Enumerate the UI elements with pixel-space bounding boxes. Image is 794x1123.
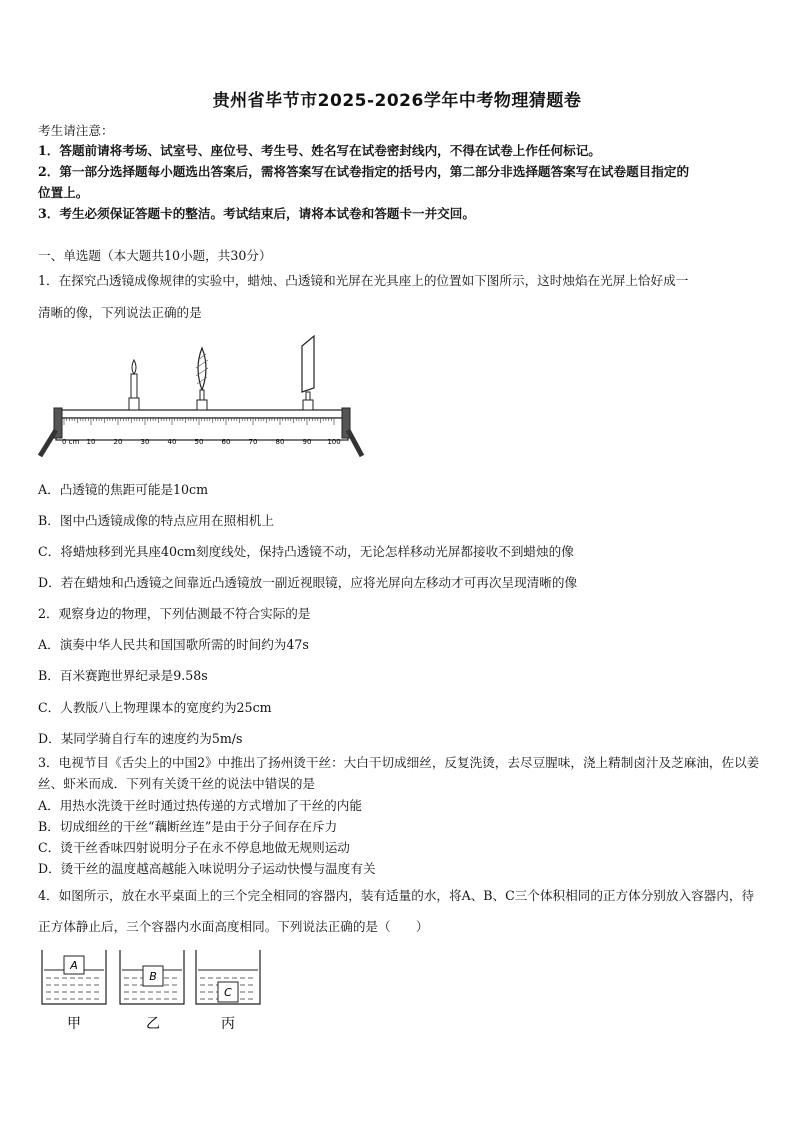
q2-option-c: C．人教版八上物理课本的宽度约为25cm <box>38 700 272 715</box>
q1-stem-line2: 清晰的像，下列说法正确的是 <box>38 305 202 320</box>
q3-stem: 3．电视节目《舌尖上的中国2》中推出了扬州烫干丝：大白干切成细丝，反复洗烫，去尽豆腥味，浇上精制卤汁及芝麻油，佐以姜丝、虾米而成．下列有关烫干丝的说法中错误的是 <box>38 755 760 791</box>
container-bing <box>196 950 260 1032</box>
ruler-tick-label: 80 <box>275 438 285 446</box>
cube-c-label: C <box>224 986 232 999</box>
container-bing-label: 丙 <box>221 1016 235 1032</box>
candle-flame <box>132 360 136 374</box>
q1-option-c: C．将蜡烛移到光具座40cm刻度线处，保持凸透镜不动，无论怎样移动光屏都接收不到蜡烛的像 <box>38 544 574 559</box>
containers-figure <box>40 948 270 1038</box>
lens-body <box>198 348 206 390</box>
q2-option-a: A．演奏中华人民共和国国歌所需的时间约为47s <box>38 637 309 652</box>
q3-option-c: C．烫干丝香味四射说明分子在永不停息地做无规则运动 <box>38 840 350 855</box>
lens-holder <box>197 400 207 410</box>
ruler-tick-label: 70 <box>248 438 258 446</box>
ruler-tick-label: 20 <box>113 438 123 446</box>
q1-option-d: D．若在蜡烛和凸透镜之间靠近凸透镜放一副近视眼镜，应将光屏向左移动才可再次呈现清晰的像 <box>38 575 578 590</box>
bench-leg-left <box>40 430 56 456</box>
ruler-tick-label: 10 <box>86 438 96 446</box>
q2-option-b: B．百米赛跑世界纪录是9.58s <box>38 668 208 683</box>
section-heading: 一、单选题（本大题共10小题，共30分） <box>38 248 272 263</box>
ruler-tick-label: 90 <box>302 438 312 446</box>
light-screen <box>302 336 314 410</box>
cube-b-label: B <box>149 970 157 983</box>
q1-option-b: B．图中凸透镜成像的特点应用在照相机上 <box>38 513 274 528</box>
convex-lens <box>196 348 208 410</box>
notice-item-3: 3．考生必须保证答题卡的整洁。考试结束后，请将本试卷和答题卡一并交回。 <box>38 206 475 221</box>
q3-option-b: B．切成细丝的干丝“藕断丝连”是由于分子间存在斥力 <box>38 819 338 834</box>
candle-holder <box>129 398 139 410</box>
q1-option-a: A．凸透镜的焦距可能是10cm <box>38 482 209 497</box>
q1-stem-line1: 1．在探究凸透镜成像规律的实验中，蜡烛、凸透镜和光屏在光具座上的位置如下图所示，这时烛焰在光屏上恰好成一 <box>38 273 689 288</box>
q3-option-a: A．用热水洗烫干丝时通过热传递的方式增加了干丝的内能 <box>38 798 362 813</box>
notice-item-2: 2．第一部分选择题每小题选出答案后，需将答案写在试卷指定的括号内，第二部分非选择题答案写在试卷题目指定的 <box>38 164 690 179</box>
bench-rail <box>58 410 346 418</box>
notice-item-1: 1．答题前请将考场、试室号、座位号、考生号、姓名写在试卷密封线内，不得在试卷上作任何标记。 <box>38 143 601 158</box>
container-yi <box>120 950 184 1032</box>
container-jia <box>42 950 106 1032</box>
q2-stem: 2．观察身边的物理，下列估测最不符合实际的是 <box>38 606 311 621</box>
candle <box>129 360 139 410</box>
container-jia-label: 甲 <box>67 1016 81 1032</box>
q3-option-d: D．烫干丝的温度越高越能入味说明分子运动快慢与温度有关 <box>38 861 376 876</box>
screen-panel <box>302 336 314 392</box>
container-yi-label: 乙 <box>146 1016 160 1032</box>
page-title: 贵州省毕节市2025-2026学年中考物理猜题卷 <box>212 91 582 111</box>
notice-item-2-cont: 位置上。 <box>38 185 89 200</box>
bench-leg-right <box>348 430 362 456</box>
optical-bench-figure <box>36 332 366 462</box>
q2-option-d: D．某同学骑自行车的速度约为5m/s <box>38 731 243 746</box>
ruler-tick-label: 40 <box>167 438 177 446</box>
ruler-unit-label: 0 cm <box>62 438 80 446</box>
notice-heading: 考生请注意： <box>38 123 114 138</box>
ruler-tick-label: 30 <box>140 438 150 446</box>
bench-ruler <box>56 418 348 440</box>
screen-holder <box>303 400 313 410</box>
cube-a-label: A <box>70 959 78 972</box>
ruler-tick-label: 60 <box>221 438 231 446</box>
candle-body <box>131 374 137 398</box>
ruler-tick-label: 50 <box>194 438 204 446</box>
ruler-tick-label: 100 <box>327 438 341 446</box>
q4-stem: 4．如图所示，放在水平桌面上的三个完全相同的容器内，装有适量的水，将A、B、C三个体积相同的正方体分别放入容器内，待正方体静止后，三个容器内水面高度相同。下列说法正确的是（ ） <box>38 888 755 934</box>
